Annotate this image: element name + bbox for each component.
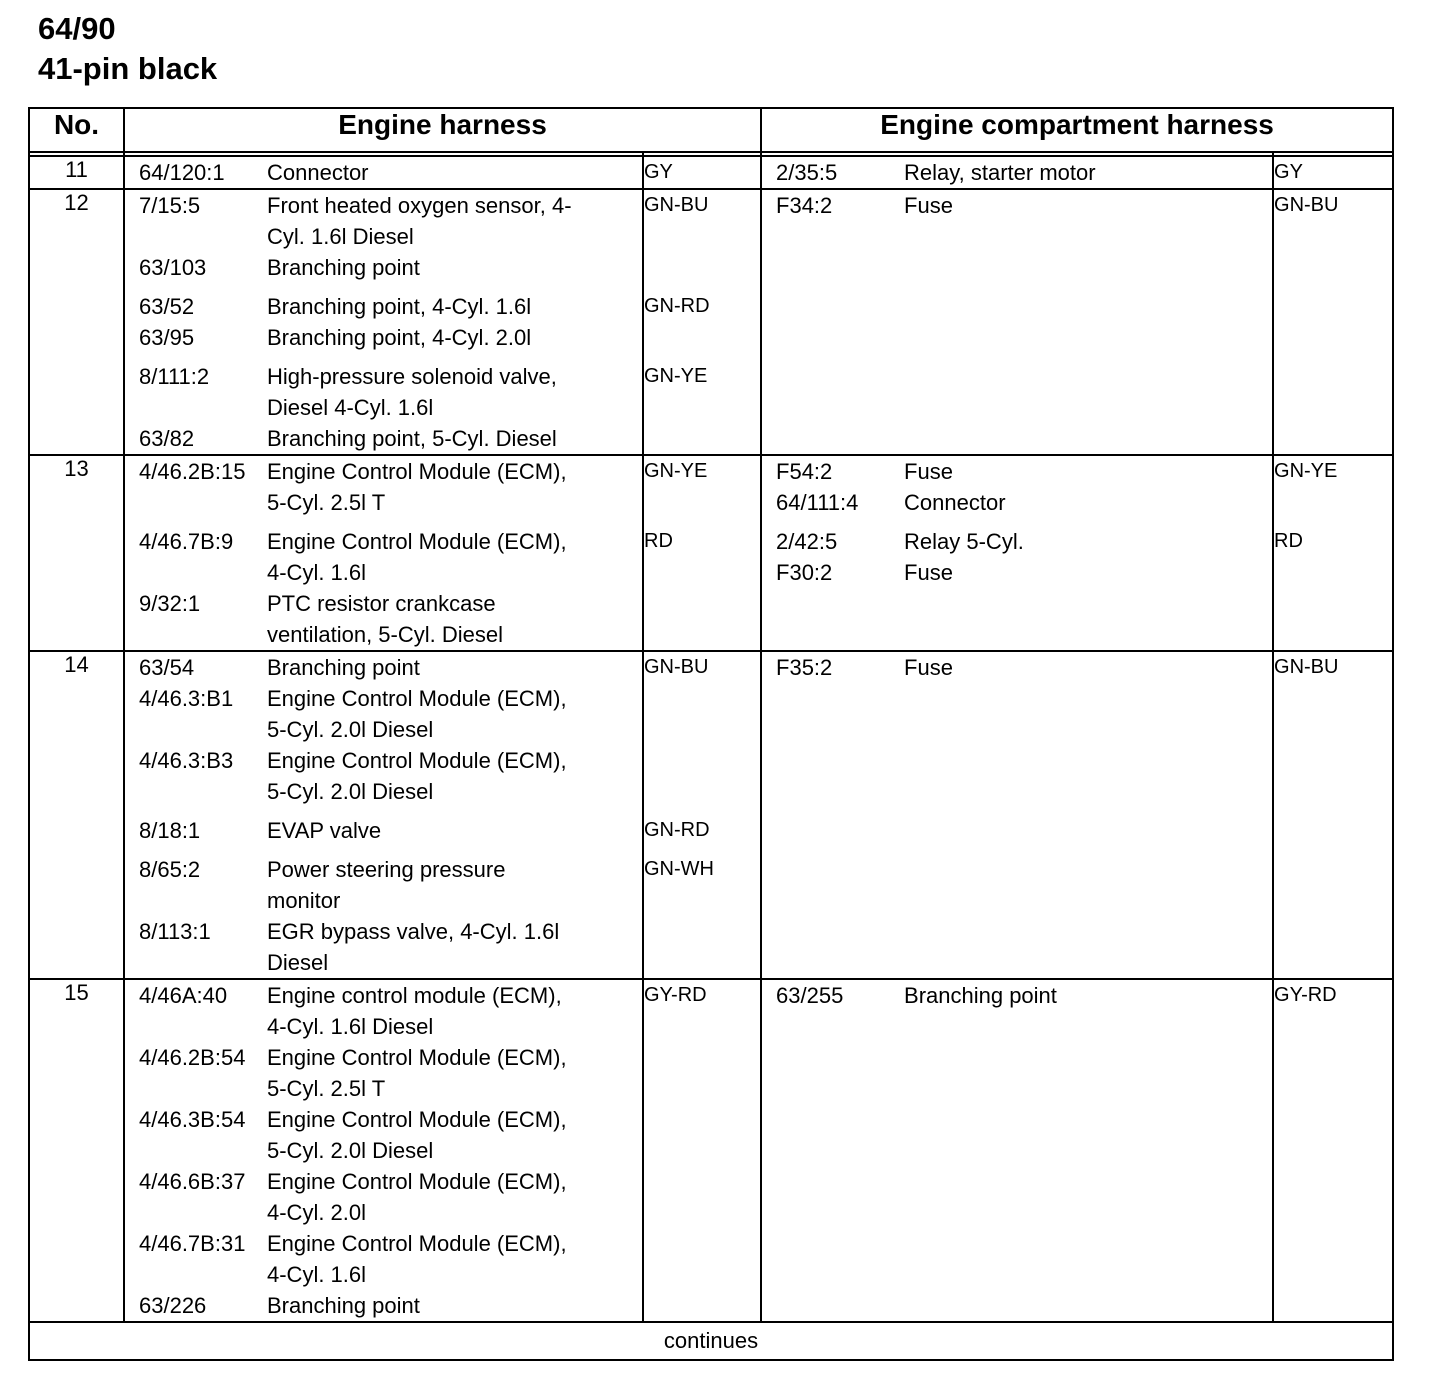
column-header-compartment-harness: Engine compartment harness	[761, 108, 1393, 152]
component-code: F54:2	[776, 459, 833, 484]
wire-group	[125, 815, 642, 846]
table-row	[29, 651, 1393, 979]
component-code: F35:2	[776, 655, 833, 680]
engine-wire-color-cell	[643, 979, 761, 1322]
component-description: PTC resistor crankcase	[267, 591, 496, 616]
component-code	[125, 221, 267, 252]
component-description: Branching point	[904, 983, 1057, 1008]
table-row	[29, 455, 1393, 651]
compartment-harness-cell	[761, 189, 1273, 455]
list-item	[125, 854, 642, 885]
wire-color: GN-BU	[1274, 194, 1339, 216]
list-item	[125, 291, 642, 322]
component-description: Branching point	[267, 1293, 420, 1318]
pin-number: 14	[29, 651, 124, 979]
component-code: 4/46.3:B3	[139, 748, 234, 773]
component-code: 8/65:2	[139, 857, 201, 882]
wire-group	[125, 456, 642, 518]
component-code: 9/32:1	[139, 591, 201, 616]
engine-wire-color-cell	[643, 189, 761, 455]
component-code: F34:2	[776, 193, 833, 218]
compartment-wire-color-cell	[1273, 189, 1393, 455]
list-item	[125, 252, 642, 283]
wire-color: GY-RD	[1274, 984, 1337, 1006]
component-description: Fuse	[904, 459, 953, 484]
table-row	[29, 979, 1393, 1322]
list-item	[125, 776, 642, 807]
pinout-table	[28, 107, 1394, 1361]
list-item	[762, 157, 1272, 188]
component-description: 5-Cyl. 2.0l Diesel	[267, 717, 434, 742]
component-description: 4-Cyl. 2.0l	[267, 1200, 367, 1225]
component-code: 63/226	[139, 1293, 207, 1318]
list-item	[125, 322, 642, 353]
wire-color: RD	[1274, 530, 1303, 552]
component-description: Branching point	[267, 255, 420, 280]
component-description: 4-Cyl. 1.6l	[267, 1262, 367, 1287]
component-code: 8/18:1	[139, 818, 201, 843]
list-item	[762, 557, 1272, 588]
component-description: Branching point, 4-Cyl. 2.0l	[267, 325, 532, 350]
component-code: 8/111:2	[139, 364, 210, 389]
list-item	[762, 526, 1272, 557]
table-row	[29, 156, 1393, 189]
component-description: Connector	[267, 160, 369, 185]
list-item	[125, 392, 642, 423]
wire-group	[125, 361, 642, 454]
component-code: 63/54	[139, 655, 195, 680]
list-item	[125, 714, 642, 745]
component-code: 7/15:5	[139, 193, 201, 218]
list-item	[125, 1197, 642, 1228]
component-description: Diesel 4-Cyl. 1.6l	[267, 395, 434, 420]
component-code: 2/42:5	[776, 529, 838, 554]
wire-group	[125, 854, 642, 978]
list-item	[762, 190, 1272, 221]
wire-color: GN-BU	[644, 194, 709, 216]
component-description: Front heated oxygen sensor, 4-	[267, 193, 572, 218]
component-description: monitor	[267, 888, 341, 913]
wire-color: GN-YE	[644, 460, 708, 482]
component-description: Diesel	[267, 950, 329, 975]
component-description: Fuse	[904, 560, 953, 585]
component-description: 5-Cyl. 2.0l Diesel	[267, 1138, 434, 1163]
wire-color: GN-BU	[1274, 656, 1339, 678]
wire-color: GN-RD	[644, 295, 710, 317]
component-description: Engine Control Module (ECM),	[267, 1169, 567, 1194]
list-item	[125, 1042, 642, 1073]
component-code: 4/46.7B:31	[139, 1231, 246, 1256]
component-code: 63/95	[139, 325, 195, 350]
wire-group	[762, 190, 1272, 221]
list-item	[125, 361, 642, 392]
list-item	[125, 1135, 642, 1166]
engine-harness-cell	[124, 189, 643, 455]
component-description: EGR bypass valve, 4-Cyl. 1.6l	[267, 919, 560, 944]
component-description: Engine Control Module (ECM),	[267, 1231, 567, 1256]
continues-note: continues	[29, 1322, 1393, 1360]
list-item	[762, 980, 1272, 1011]
component-description: Cyl. 1.6l Diesel	[267, 224, 414, 249]
component-code	[125, 1135, 267, 1166]
wire-group	[125, 190, 642, 283]
column-header-engine-harness: Engine harness	[124, 108, 761, 152]
component-code: 64/120:1	[139, 160, 225, 185]
component-code	[125, 1011, 267, 1042]
component-description: Engine control module (ECM),	[267, 983, 562, 1008]
wire-color: GY	[1274, 161, 1303, 183]
component-code	[125, 487, 267, 518]
component-code	[125, 885, 267, 916]
component-description: Engine Control Module (ECM),	[267, 529, 567, 554]
component-code: 64/111:4	[776, 490, 859, 515]
list-item	[125, 916, 642, 947]
component-code: 4/46.2B:54	[139, 1045, 246, 1070]
component-code: 63/52	[139, 294, 195, 319]
engine-wire-color-cell	[643, 156, 761, 189]
list-item	[125, 423, 642, 454]
list-item	[125, 221, 642, 252]
component-description: Connector	[904, 490, 1006, 515]
wire-color: GN-YE	[644, 365, 708, 387]
wire-group	[762, 980, 1272, 1011]
wire-group	[125, 980, 642, 1321]
list-item	[125, 190, 642, 221]
list-item	[125, 456, 642, 487]
table-row	[29, 189, 1393, 455]
component-code	[125, 1197, 267, 1228]
component-code	[125, 1073, 267, 1104]
compartment-wire-color-cell	[1273, 651, 1393, 979]
list-item	[125, 947, 642, 978]
table-header-row	[29, 108, 1393, 152]
list-item	[762, 487, 1272, 518]
component-description: Engine Control Module (ECM),	[267, 1045, 567, 1070]
engine-harness-cell	[124, 979, 643, 1322]
compartment-wire-color-cell	[1273, 979, 1393, 1322]
component-description: Branching point, 5-Cyl. Diesel	[267, 426, 557, 451]
component-description: 4-Cyl. 1.6l	[267, 560, 367, 585]
compartment-harness-cell	[761, 455, 1273, 651]
compartment-wire-color-cell	[1273, 455, 1393, 651]
list-item	[125, 1073, 642, 1104]
list-item	[125, 1290, 642, 1321]
component-description: ventilation, 5-Cyl. Diesel	[267, 622, 503, 647]
list-item	[125, 619, 642, 650]
list-item	[125, 683, 642, 714]
component-code: 8/113:1	[139, 919, 211, 944]
component-code: 63/82	[139, 426, 195, 451]
list-item	[125, 557, 642, 588]
engine-harness-cell	[124, 651, 643, 979]
component-description: 5-Cyl. 2.0l Diesel	[267, 779, 434, 804]
list-item	[125, 745, 642, 776]
component-code	[125, 619, 267, 650]
component-description: Engine Control Module (ECM),	[267, 748, 567, 773]
wire-group	[762, 526, 1272, 588]
list-item	[125, 815, 642, 846]
wire-group	[125, 291, 642, 353]
list-item	[125, 1228, 642, 1259]
list-item	[125, 1166, 642, 1197]
component-code	[125, 776, 267, 807]
list-item	[125, 157, 642, 188]
wire-color: GN-YE	[1274, 460, 1338, 482]
component-code: 4/46A:40	[139, 983, 228, 1008]
engine-harness-cell	[124, 156, 643, 189]
wire-color: GY	[644, 161, 673, 183]
pin-number: 15	[29, 979, 124, 1322]
list-item	[762, 456, 1272, 487]
component-code: 4/46.6B:37	[139, 1169, 246, 1194]
component-code	[125, 1259, 267, 1290]
list-item	[125, 1104, 642, 1135]
component-code: 2/35:5	[776, 160, 838, 185]
component-description: Engine Control Module (ECM),	[267, 459, 567, 484]
component-description: 5-Cyl. 2.5l T	[267, 490, 386, 515]
wire-group	[762, 157, 1272, 188]
list-item	[125, 588, 642, 619]
wire-group	[125, 652, 642, 807]
component-code: 4/46.7B:9	[139, 529, 234, 554]
component-description: Branching point, 4-Cyl. 1.6l	[267, 294, 532, 319]
wire-group	[125, 157, 642, 188]
list-item	[125, 1259, 642, 1290]
component-description: 5-Cyl. 2.5l T	[267, 1076, 386, 1101]
list-item	[125, 885, 642, 916]
column-header-no: No.	[29, 108, 124, 152]
wire-color: RD	[644, 530, 673, 552]
list-item	[125, 980, 642, 1011]
component-description: Branching point	[267, 655, 420, 680]
pin-number: 11	[29, 156, 124, 189]
component-description: 4-Cyl. 1.6l Diesel	[267, 1014, 434, 1039]
component-code: 63/103	[139, 255, 207, 280]
list-item	[762, 652, 1272, 683]
list-item	[125, 487, 642, 518]
component-description: Relay, starter motor	[904, 160, 1096, 185]
wire-group	[762, 456, 1272, 518]
component-code	[125, 392, 267, 423]
component-description: EVAP valve	[267, 818, 382, 843]
list-item	[125, 526, 642, 557]
engine-wire-color-cell	[643, 455, 761, 651]
compartment-harness-cell	[761, 979, 1273, 1322]
pin-number: 13	[29, 455, 124, 651]
wire-color: GY-RD	[644, 984, 707, 1006]
engine-harness-cell	[124, 455, 643, 651]
wire-color: GN-BU	[644, 656, 709, 678]
component-description: High-pressure solenoid valve,	[267, 364, 557, 389]
pin-number: 12	[29, 189, 124, 455]
list-item	[125, 652, 642, 683]
wire-group	[762, 652, 1272, 683]
component-code	[125, 557, 267, 588]
wire-color: GN-RD	[644, 819, 710, 841]
component-code: 63/255	[776, 983, 844, 1008]
compartment-wire-color-cell	[1273, 156, 1393, 189]
component-description: Engine Control Module (ECM),	[267, 686, 567, 711]
connector-type: 41-pin black	[38, 51, 218, 86]
compartment-harness-cell	[761, 156, 1273, 189]
list-item	[125, 1011, 642, 1042]
component-code	[125, 714, 267, 745]
component-description: Engine Control Module (ECM),	[267, 1107, 567, 1132]
component-description: Relay 5-Cyl.	[904, 529, 1024, 554]
component-code	[125, 947, 267, 978]
component-description: Fuse	[904, 193, 953, 218]
component-description: Fuse	[904, 655, 953, 680]
component-code: 4/46.2B:15	[139, 459, 246, 484]
wire-color: GN-WH	[644, 858, 714, 880]
wire-group	[125, 526, 642, 650]
component-description: Power steering pressure	[267, 857, 506, 882]
engine-wire-color-cell	[643, 651, 761, 979]
connector-id: 64/90	[38, 11, 116, 46]
compartment-harness-cell	[761, 651, 1273, 979]
component-code: 4/46.3:B1	[139, 686, 234, 711]
component-code: 4/46.3B:54	[139, 1107, 246, 1132]
component-code: F30:2	[776, 560, 833, 585]
